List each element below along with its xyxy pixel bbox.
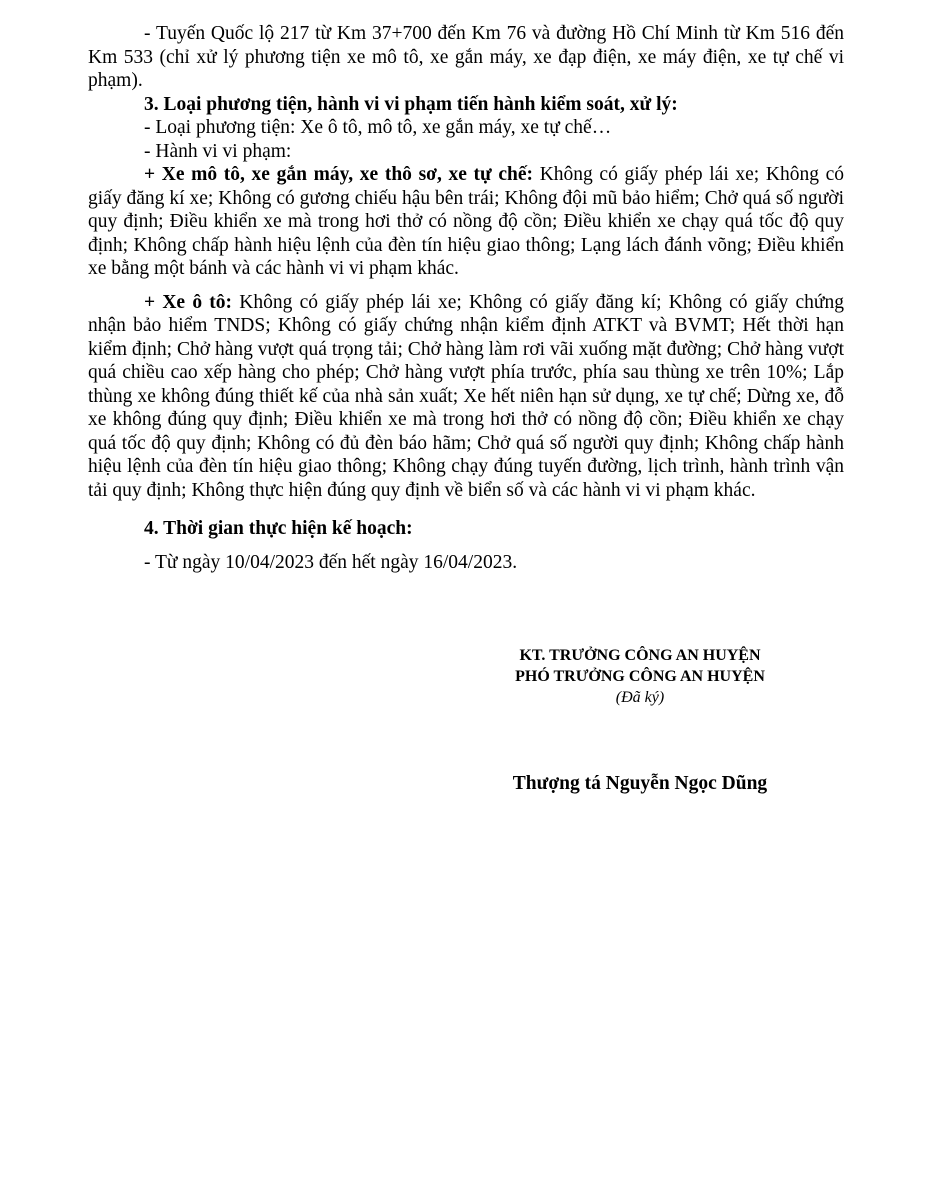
motorbike-text: Không có giấy phép lái xe; Không có giấy đăng kí xe; Không có gương chiếu hậu bên trái; Không đội mũ bảo hiểm; Chở quá số người quy định; Điều khiển xe mà trong hơi thở có nồng độ cồn; Điều khiển xe chạy quá tốc độ quy định; Không chấp hành hiệu lệnh của đèn tín hiệu giao thông; Lạng lách đánh võng; Điều khiển xe bằng một bánh và các hành vi vi phạm khác. — [88, 164, 844, 279]
motorbike-label: + Xe mô tô, xe gắn máy, xe thô sơ, xe tự chế: — [144, 164, 534, 185]
car-label: + Xe ô tô: — [144, 291, 233, 313]
violations-label: - Hành vi vi phạm: — [144, 140, 292, 162]
route-item: - Tuyến Quốc lộ 217 từ Km 37+700 đến Km 76 và đường Hồ Chí Minh từ Km 516 đến Km 533 (chỉ xử lý phương tiện xe mô tô, xe gắn máy, xe đạp điện, xe máy điện, xe tự chế vi phạm). — [88, 23, 844, 91]
signature-block — [490, 645, 790, 708]
signature-title-2: PHÓ TRƯỞNG CÔNG AN HUYỆN — [515, 668, 765, 685]
car-text: Không có giấy phép lái xe; Không có giấy đăng kí; Không có giấy chứng nhận bảo hiểm TNDS; Không có giấy chứng nhận kiểm định ATKT và BVMT; Hết thời hạn kiểm định; Chở hàng vượt quá trọng tải; Chở hàng làm rơi vãi xuống mặt đường; Chở hàng vượt quá chiều cao xếp hàng cho phép; Chở hàng vượt phía trước, phía sau thùng xe trên 10%; Lắp thùng xe không đúng thiết kế của nhà sản xuất; Xe hết niên hạn sử dụng, xe tự chế; Dừng xe, đỗ xe không đúng quy định; Điều khiển xe mà trong hơi thở có nồng độ cồn; Điều khiển xe chạy quá tốc độ quy định; Không có đủ đèn báo hãm; Chở quá số người quy định; Không chấp hành hiệu lệnh của đèn tín hiệu giao thông; Không chạy đúng tuyến đường, lịch trình, hành trình vận tải quy định; Không thực hiện đúng quy định về biển số và các hành vi vi phạm khác. — [88, 291, 844, 501]
signed-note: (Đã ký) — [615, 689, 665, 706]
section-4-heading: 4. Thời gian thực hiện kế hoạch: — [144, 518, 413, 539]
implementation-period: - Từ ngày 10/04/2023 đến hết ngày 16/04/2023. — [144, 551, 518, 573]
document-body — [88, 22, 844, 574]
signer-name: Thượng tá Nguyễn Ngọc Dũng — [512, 773, 768, 794]
car-violations — [88, 291, 844, 503]
motorbike-violations — [88, 163, 844, 281]
signature-title-1: KT. TRƯỞNG CÔNG AN HUYỆN — [519, 647, 761, 664]
vehicle-types: - Loại phương tiện: Xe ô tô, mô tô, xe gắn máy, xe tự chế… — [144, 117, 612, 138]
section-3-heading: 3. Loại phương tiện, hành vi vi phạm tiến hành kiểm soát, xử lý: — [144, 93, 678, 115]
